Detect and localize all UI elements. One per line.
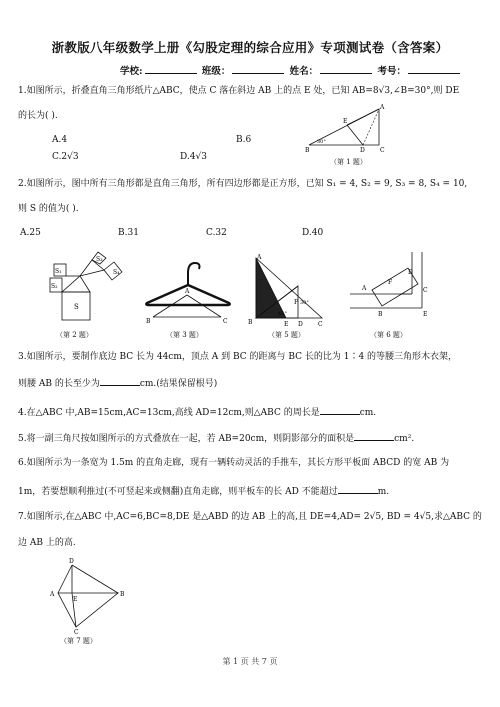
- exam-no-label: 考号：: [377, 66, 406, 77]
- q7-line1: 7.如图所示,在△ABC 中,AC=6,BC=8,DE 是△ABD 的边 AB 上的高,且 DE=4,AD= 2√5, BD = 4√5,求△ABC 的: [18, 512, 482, 522]
- q2-line1: 2.如图所示，图中所有三角形都是直角三角形，所有四边形都是正方形，已知 S₁ = 4, S₂ = 9, S₃ = 8, S₄ = 10,: [18, 179, 468, 189]
- figure-q5: [248, 252, 328, 328]
- q1-line1: [18, 85, 459, 98]
- q1-option-b: B.6: [236, 135, 252, 145]
- q3-text-a: 则腰 AB 的长至少为: [18, 379, 100, 389]
- fig2-label-s1: S₁: [55, 268, 62, 275]
- class-blank[interactable]: [232, 64, 284, 74]
- q1-root: √3: [378, 86, 391, 96]
- q1-line2: 的长为( ).: [18, 111, 58, 121]
- fig2-label-s4: S₄: [113, 269, 120, 276]
- q2-option-a: A.25: [20, 228, 41, 238]
- figure-q2: [40, 250, 135, 328]
- fig1-label-e: E: [343, 118, 348, 125]
- q2-option-d: D.40: [302, 228, 324, 238]
- q2-option-c: C.32: [206, 228, 227, 238]
- q3-text-b: cm.(结果保留根号): [139, 379, 218, 389]
- fig7-label-d: D: [69, 558, 74, 565]
- q1-text: 1.如图所示，折叠直角三角形纸片△ABC，使点 C 落在斜边 AB 上的点 E 处，已知 AB=8: [18, 86, 379, 96]
- school-blank[interactable]: [145, 64, 197, 74]
- q1-text-b: ,∠B=30°,则 DE: [390, 86, 460, 96]
- fig7-label-c: C: [74, 629, 79, 635]
- q4-text-a: 4.在△ABC 中,AB=15cm,AC=13cm,高线 AD=12cm,则△ABC 的周长是: [18, 408, 320, 418]
- figure-q7: [48, 555, 138, 635]
- fig5-caption: （第 5 题）: [268, 331, 305, 339]
- q5-line: [18, 431, 414, 446]
- fig3-caption: （第 3 题）: [166, 331, 203, 339]
- q1-option-d: D.4√3: [180, 152, 207, 162]
- q1-option-c: C.2√3: [52, 152, 79, 162]
- school-label: 学校:: [120, 66, 143, 77]
- q3-answer-blank[interactable]: [100, 376, 140, 386]
- q6-text-b: m.: [377, 487, 390, 497]
- q6-line2: [18, 484, 389, 499]
- q6-line1: 6.如图所示为一条宽为 1.5m 的直角走廊，现有一辆转动灵活的手推车，其长方形平板面 ABCD 的宽 AB 为: [18, 458, 450, 468]
- q4-answer-blank[interactable]: [320, 405, 360, 415]
- fig6-label-e: E: [423, 311, 428, 318]
- fig2-label-s2: S₂: [51, 283, 58, 290]
- fig3-label-c: C: [223, 318, 228, 325]
- fig6-label-a: A: [362, 285, 367, 292]
- exam-no-blank[interactable]: [408, 64, 460, 74]
- fig6-label-b: B: [378, 311, 383, 318]
- page-footer: 第 1 页 共 7 页: [222, 657, 278, 666]
- fig1-label-c: C: [380, 147, 385, 153]
- header-fields: [120, 63, 462, 77]
- q3-line2: [18, 376, 217, 391]
- q7-line2: 边 AB 上的高.: [18, 538, 76, 548]
- fig5-label-e: E: [284, 321, 289, 328]
- fig1-angle-label: 30°: [317, 139, 326, 145]
- fig6-label-c: C: [423, 287, 428, 294]
- fig7-label-b: B: [120, 591, 125, 598]
- figure-q1: [305, 103, 385, 153]
- fig3-label-b: B: [146, 318, 151, 325]
- figure-q3: [143, 255, 233, 325]
- fig2-label-s3: S₃: [96, 256, 103, 263]
- page-title: 浙教版八年级数学上册《勾股定理的综合应用》专项测试卷（含答案）: [51, 40, 449, 55]
- fig1-label-d: D: [360, 147, 365, 153]
- q4-line: [18, 405, 376, 420]
- fig5-label-c: C: [318, 321, 323, 328]
- fig5-label-f: F: [294, 299, 299, 306]
- figure-q6: [350, 252, 440, 324]
- q2-line2: 则 S 的值为( ).: [18, 204, 79, 214]
- fig2-caption: （第 2 题）: [56, 331, 93, 339]
- q1-option-a: A.4: [52, 135, 68, 145]
- fig3-label-a: A: [185, 288, 190, 295]
- fig7-label-e: E: [73, 596, 78, 603]
- q4-text-b: cm.: [359, 408, 377, 418]
- fig6-caption: （第 6 题）: [370, 331, 407, 339]
- q3-line1: 3.如图所示，要制作底边 BC 长为 44cm，顶点 A 到 BC 的距离与 BC 长的比为 1∶4 的等腰三角形木衣架，: [18, 352, 458, 362]
- fig5-label-d: D: [298, 321, 303, 328]
- fig5-angle-30: 30°: [300, 300, 309, 306]
- fig6-label-f: F: [388, 279, 393, 286]
- q1-fig-caption: （第 1 题）: [330, 158, 367, 166]
- q7-fig-caption: （第 7 题）: [60, 637, 97, 645]
- fig1-label-b: B: [305, 147, 310, 153]
- fig5-angle-45: 45°: [278, 311, 287, 317]
- name-blank[interactable]: [320, 64, 372, 74]
- fig6-label-d: D: [408, 269, 413, 276]
- q6-text-a: 1m，若要想顺利推过(不可竖起来或侧翻)直角走廊，则平板车的长 AD 不能超过: [18, 487, 338, 497]
- fig7-label-a: A: [50, 591, 55, 598]
- fig5-label-a: A: [257, 254, 262, 261]
- q6-answer-blank[interactable]: [338, 484, 378, 494]
- q5-answer-blank[interactable]: [354, 431, 394, 441]
- class-label: 班级：: [201, 66, 231, 77]
- name-label: 姓名：: [289, 66, 319, 77]
- q5-text-b: cm².: [394, 434, 415, 444]
- fig2-label-s: S: [74, 303, 79, 311]
- q5-text-a: 5.将一副三角尺按如图所示的方式叠放在一起，若 AB=20cm，则阴影部分的面积是: [18, 434, 355, 444]
- q2-option-b: B.31: [118, 228, 139, 238]
- fig1-label-a: A: [380, 104, 385, 111]
- fig5-label-b: B: [248, 319, 253, 326]
